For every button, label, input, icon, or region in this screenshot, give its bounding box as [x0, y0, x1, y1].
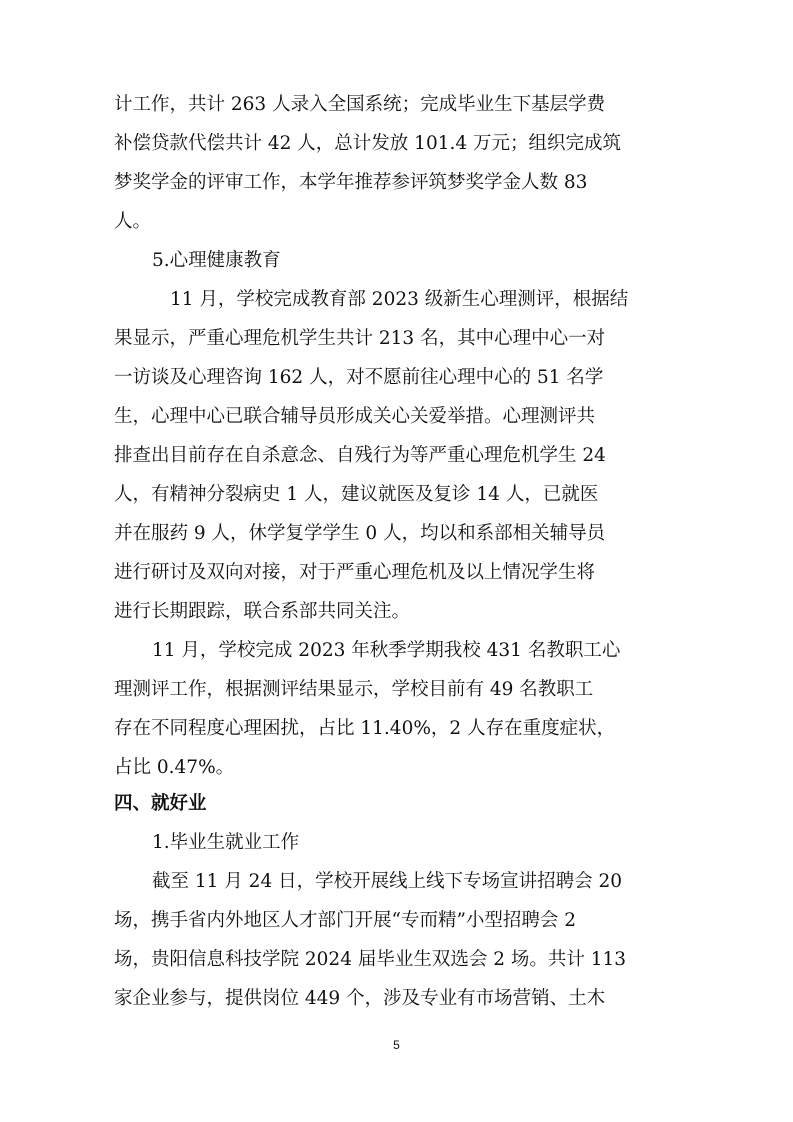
section-heading: 四、就好业 [114, 793, 207, 814]
section-subheading: 1.毕业生就业工作 [152, 832, 300, 853]
body-text-line: 计工作，共计 263 人录入全国系统；完成毕业生下基层学费 [114, 94, 606, 115]
body-text-line: 理测评工作，根据测评结果显示，学校目前有 49 名教职工 [114, 679, 594, 700]
body-text-line: 人。 [114, 211, 152, 232]
body-text-line: 排查出目前存在自杀意念、自残行为等严重心理危机学生 24 [114, 445, 606, 466]
page-number: 5 [393, 1038, 400, 1052]
body-text-line: 并在服药 9 人，休学复学学生 0 人，均以和系部相关辅导员 [114, 523, 606, 544]
body-text-line: 11 月，学校完成教育部 2023 级新生心理测评，根据结 [170, 289, 629, 310]
body-text-line: 人，有精神分裂病史 1 人，建议就医及复诊 14 人，已就医 [114, 484, 599, 505]
body-text-line: 补偿贷款代偿共计 42 人，总计发放 101.4 万元；组织完成筑 [114, 133, 622, 154]
body-text-line: 场，携手省内外地区人才部门开展“专而精”小型招聘会 2 [114, 910, 577, 931]
body-text-line: 存在不同程度心理困扰，占比 11.40%，2 人存在重度症状， [114, 718, 616, 739]
body-text-line: 家企业参与，提供岗位 449 个，涉及专业有市场营销、土木 [114, 988, 606, 1009]
body-text-line: 果显示，严重心理危机学生共计 213 名，其中心理中心一对 [114, 328, 606, 349]
body-text-line: 一访谈及心理咨询 162 人，对不愿前往心理中心的 51 名学 [114, 367, 604, 388]
body-text-line: 占比 0.47%。 [114, 757, 235, 778]
body-text-line: 进行长期跟踪，联合系部共同关注。 [114, 601, 411, 622]
body-text-line: 11 月，学校完成 2023 年秋季学期我校 431 名教职工心 [152, 640, 621, 661]
body-text-line: 生，心理中心已联合辅导员形成关心关爱举措。心理测评共 [114, 406, 596, 427]
body-text-line: 场，贵阳信息科技学院 2024 届毕业生双选会 2 场。共计 113 [114, 949, 627, 970]
body-text-line: 截至 11 月 24 日，学校开展线上线下专场宣讲招聘会 20 [152, 871, 623, 892]
section-subheading: 5.心理健康教育 [152, 250, 281, 271]
body-text-line: 进行研讨及双向对接，对于严重心理危机及以上情况学生将 [114, 562, 596, 583]
body-text-line: 梦奖学金的评审工作，本学年推荐参评筑梦奖学金人数 83 [114, 172, 588, 193]
